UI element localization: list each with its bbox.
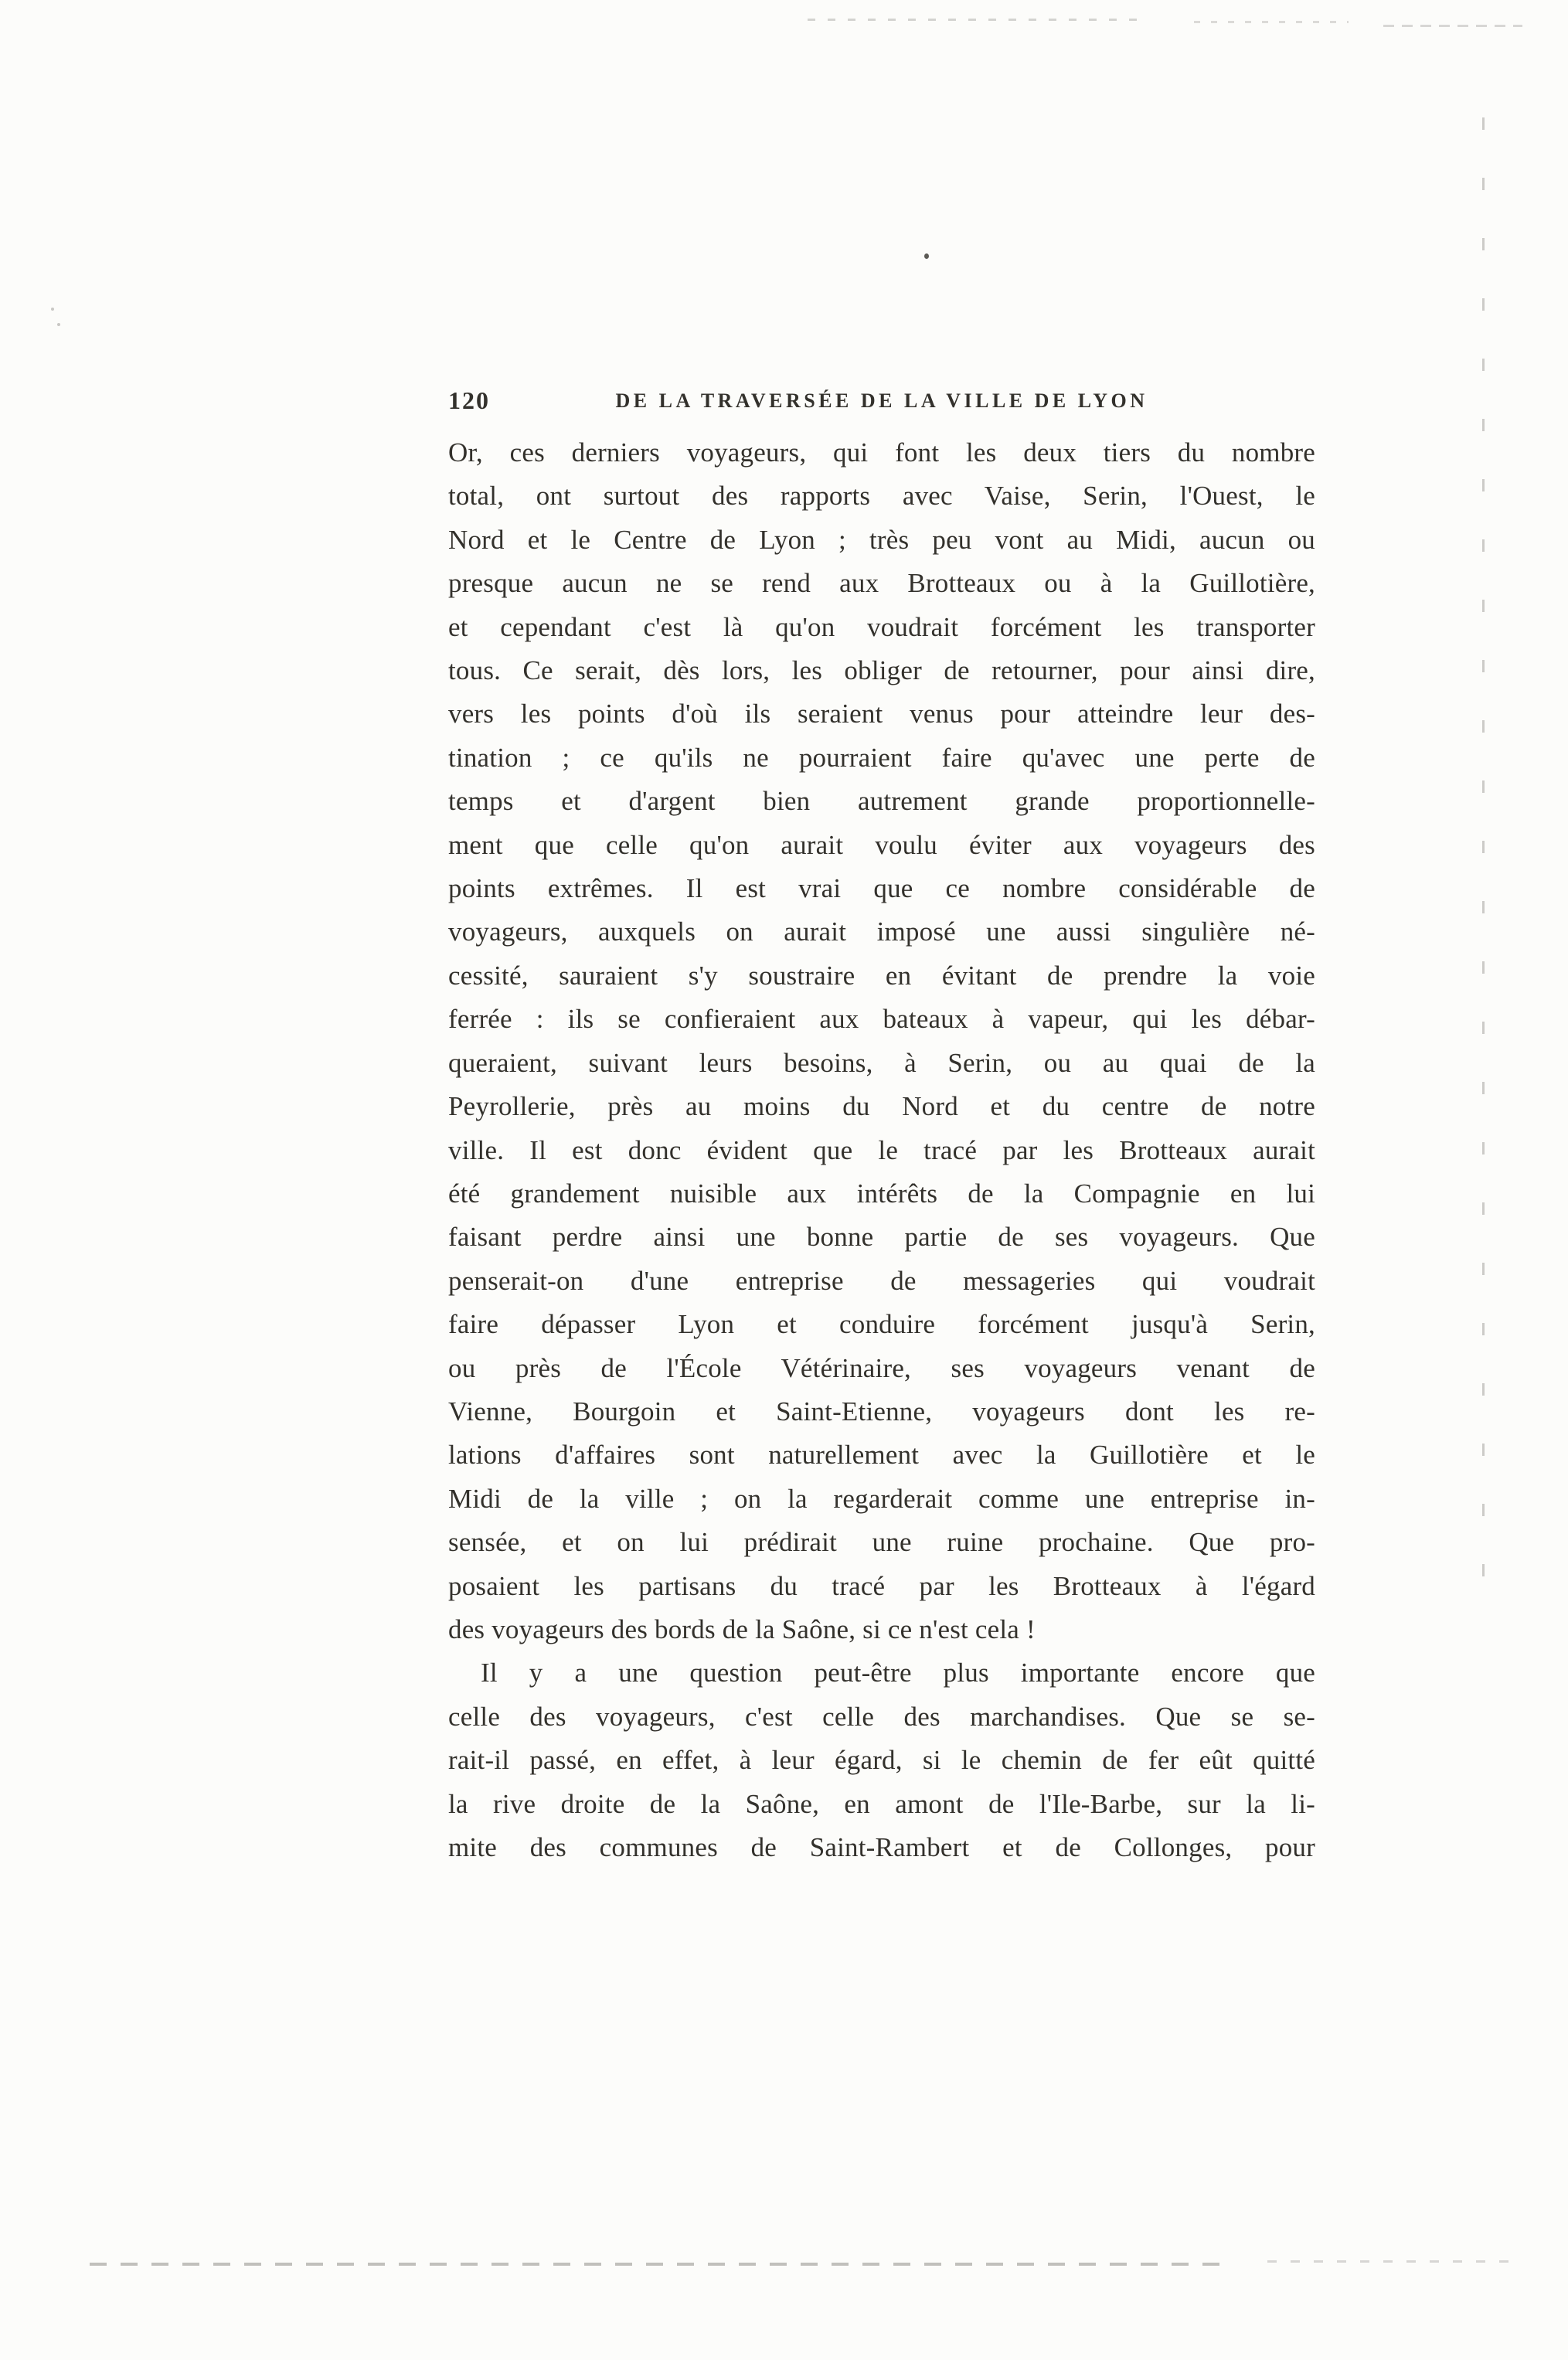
text-line: lations d'affaires sont naturellement avec la Guillotière et le bbox=[448, 1440, 1315, 1471]
paragraph bbox=[448, 431, 1315, 1651]
text-line: mite des communes de Saint-Rambert et de Collonges, pour bbox=[448, 1832, 1315, 1862]
scan-artifact-speck bbox=[57, 323, 60, 326]
scan-artifact-ink-dot bbox=[924, 253, 929, 259]
text-line: Midi de la ville ; on la regarderait comme une entreprise in- bbox=[448, 1483, 1315, 1514]
text-line: tination ; ce qu'ils ne pourraient faire qu'avec une perte de bbox=[448, 742, 1315, 773]
text-line: voyageurs, auxquels on aurait imposé une aussi singulière né- bbox=[448, 916, 1315, 947]
text-line: presque aucun ne se rend aux Brotteaux ou à la Guillotière, bbox=[448, 568, 1315, 599]
text-line: rait-il passé, en effet, à leur égard, si le chemin de fer eût quitté bbox=[448, 1745, 1315, 1776]
scan-artifact-top-dashes bbox=[808, 19, 1148, 21]
text-line: tous. Ce serait, dès lors, les obliger de retourner, pour ainsi dire, bbox=[448, 655, 1315, 686]
text-line: temps et d'argent bien autrement grande proportionnelle- bbox=[448, 786, 1315, 817]
text-line: cessité, sauraient s'y soustraire en évitant de prendre la voie bbox=[448, 960, 1315, 991]
text-line: ville. Il est donc évident que le tracé par les Brotteaux aurait bbox=[448, 1134, 1315, 1165]
text-line: Peyrollerie, près au moins du Nord et du centre de notre bbox=[448, 1091, 1315, 1122]
running-title: DE LA TRAVERSÉE DE LA VILLE DE LYON bbox=[615, 389, 1148, 412]
scan-artifact-top-dashes bbox=[1383, 25, 1522, 27]
page-header bbox=[448, 385, 1315, 420]
text-line: total, ont surtout des rapports avec Vaise, Serin, l'Ouest, le bbox=[448, 481, 1315, 512]
scan-artifact-bottom-dashes bbox=[90, 2263, 1226, 2266]
text-line: queraient, suivant leurs besoins, à Serin, ou au quai de la bbox=[448, 1047, 1315, 1078]
scan-artifact-fold-line bbox=[1482, 117, 1485, 1578]
text-line: Vienne, Bourgoin et Saint-Etienne, voyageurs dont les re- bbox=[448, 1396, 1315, 1427]
text-line: Nord et le Centre de Lyon ; très peu vont au Midi, aucun ou bbox=[448, 524, 1315, 555]
paragraph bbox=[448, 1651, 1315, 1869]
page-number: 120 bbox=[448, 386, 490, 414]
text-block bbox=[448, 431, 1315, 1869]
text-line: des voyageurs des bords de la Saône, si ce n'est cela ! bbox=[448, 1614, 1036, 1644]
text-line: et cependant c'est là qu'on voudrait forcément les transporter bbox=[448, 611, 1315, 642]
scan-artifact-speck bbox=[51, 308, 54, 311]
text-line: faire dépasser Lyon et conduire forcément jusqu'à Serin, bbox=[448, 1309, 1315, 1340]
text-line: ferrée : ils se confieraient aux bateaux à vapeur, qui les débar- bbox=[448, 1004, 1315, 1035]
text-line: celle des voyageurs, c'est celle des marchandises. Que se se- bbox=[448, 1701, 1315, 1732]
text-line: posaient les partisans du tracé par les Brotteaux à l'égard bbox=[448, 1570, 1315, 1601]
text-line: faisant perdre ainsi une bonne partie de ses voyageurs. Que bbox=[448, 1222, 1315, 1253]
text-line: penserait-on d'une entreprise de messageries qui voudrait bbox=[448, 1265, 1315, 1296]
text-line: Il y a une question peut-être plus importante encore que bbox=[481, 1658, 1315, 1688]
scan-artifact-top-dashes bbox=[1194, 21, 1349, 23]
text-line: la rive droite de la Saône, en amont de l'Ile-Barbe, sur la li- bbox=[448, 1788, 1315, 1819]
text-line: été grandement nuisible aux intérêts de la Compagnie en lui bbox=[448, 1178, 1315, 1209]
text-line: sensée, et on lui prédirait une ruine prochaine. Que pro- bbox=[448, 1527, 1315, 1558]
text-line: ment que celle qu'on aurait voulu éviter aux voyageurs des bbox=[448, 829, 1315, 860]
text-line: vers les points d'où ils seraient venus pour atteindre leur des- bbox=[448, 699, 1315, 729]
text-line: Or, ces derniers voyageurs, qui font les deux tiers du nombre bbox=[448, 437, 1315, 468]
scan-artifact-bottom-dashes bbox=[1267, 2260, 1522, 2263]
text-line: ou près de l'École Vétérinaire, ses voyageurs venant de bbox=[448, 1352, 1315, 1383]
text-line: points extrêmes. Il est vrai que ce nombre considérable de bbox=[448, 873, 1315, 904]
